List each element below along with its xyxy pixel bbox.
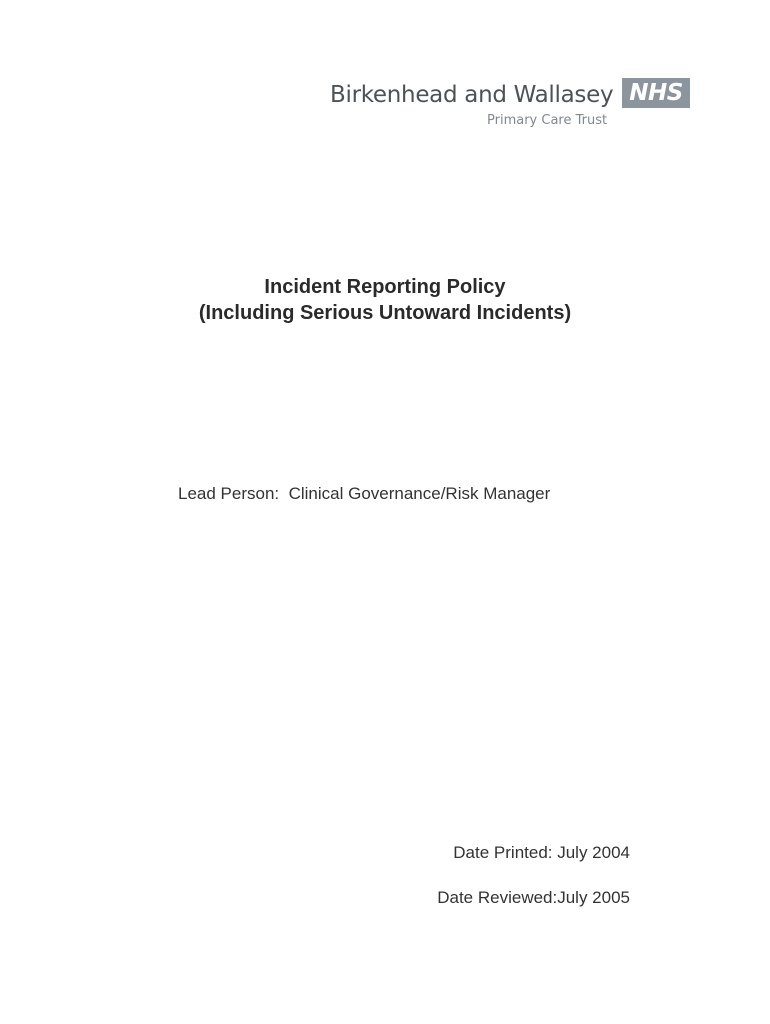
date-printed: Date Printed: July 2004 <box>453 843 630 862</box>
organisation-subtitle: Primary Care Trust <box>487 113 608 128</box>
lead-person: Lead Person: Clinical Governance/Risk Manager <box>178 484 551 503</box>
organisation-name: Birkenhead and Wallasey <box>330 82 614 108</box>
title-line-1: Incident Reporting Policy <box>264 276 506 298</box>
title-line-2: (Including Serious Untoward Incidents) <box>198 302 572 324</box>
date-reviewed: Date Reviewed:July 2005 <box>437 888 630 907</box>
document-title <box>0 274 770 326</box>
nhs-logo <box>622 78 690 108</box>
organisation-header <box>300 76 700 136</box>
nhs-logo-text: NHS <box>629 79 683 106</box>
